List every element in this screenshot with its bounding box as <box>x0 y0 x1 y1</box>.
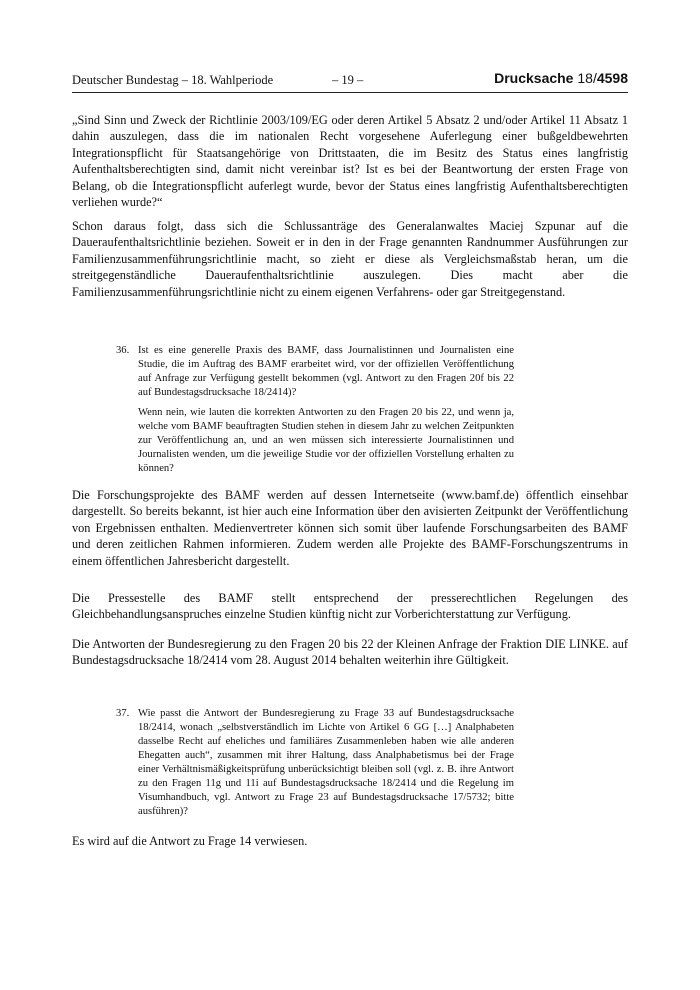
header-drucksache <box>494 70 628 86</box>
header-page-number: – 19 – <box>332 73 364 87</box>
header-publication: Deutscher Bundestag – 18. Wahlperiode <box>72 73 274 87</box>
question-36 <box>116 344 514 476</box>
drucksache-label: Drucksache <box>494 70 574 86</box>
answer-paragraph: Schon daraus folgt, dass sich die Schlussanträge des Generalanwaltes Maciej Szpunar auf die Daueraufenthaltsrichtlinie beziehen. Soweit er in den in der Frage genannten Randnummer Ausführungen zur Familienzusammenführungsrichtlinie macht, so zieht er diese als Vergleichsmaßstab heran, um die streitgegenständliche Daueraufenthaltsrichtlinie auszulegen. Dies macht aber die Familienzusammenführungsrichtlinie nicht zu einem eigenen Verfahrens- oder gar Streitgegenstand. <box>72 219 628 299</box>
drucksache-number: 18/4598 <box>577 70 628 86</box>
question-text: Ist es eine generelle Praxis des BAMF, dass Journalistinnen und Journalisten eine Studie, die im Auftrag des BAMF erarbeitet wird, vor der offiziellen Veröffentlichung auf Anfrage zur Verfügung gestellt bekommen (vgl. Antwort zu den Fragen 20f bis 22 auf Bundestagsdrucksache 18/2414)? <box>138 345 514 398</box>
answer-paragraph: Die Antworten der Bundesregierung zu den Fragen 20 bis 22 der Kleinen Anfrage der Fraktion DIE LINKE. auf Bundestagsdrucksache 18/2414 vom 28. August 2014 behalten weiterhin ihre Gültigkeit. <box>72 637 628 668</box>
quoted-question-paragraph: „Sind Sinn und Zweck der Richtlinie 2003/109/EG oder deren Artikel 5 Absatz 2 und/oder Artikel 11 Absatz 1 dahin auszulegen, dass die im nationalen Recht vorgesehene Auferlegung einer bußgeldbewehrten Integrationspflicht für Staatsangehörige von Drittstaaten, die im Besitz des Status eines langfristig Aufenthaltsberechtigten sind, damit nicht vereinbar ist? Ist es bei der Beantwortung der ersten Frage von Belang, ob die Integrationspflicht auferlegt wurde, bevor der Status eines langfristig Aufenthaltsberechtigten verliehen wurde?“ <box>72 113 628 210</box>
answer-paragraph: Es wird auf die Antwort zu Frage 14 verwiesen. <box>72 834 308 848</box>
answer-paragraph: Die Forschungsprojekte des BAMF werden auf dessen Internetseite (www.bamf.de) öffentlich einsehbar dargestellt. So bereits bekannt, ist hier auch eine Information über den avisierten Zeitpunkt der Veröffentlichung von Ergebnissen enthalten. Medienvertreter können sich somit über laufende Forschungsarbeiten des BAMF und deren zeitlichen Rahmen informieren. Zudem werden alle Projekte des BAMF-Forschungszentrums in einem öffentlichen Jahresbericht dargestellt. <box>72 488 628 568</box>
question-followup: Wenn nein, wie lauten die korrekten Antworten zu den Fragen 20 bis 22, und wenn ja, welche vom BAMF beauftragten Studien stehen in diesem Jahr zu welchen Zeitpunkten zur Veröffentlichung an, und an wen müssen sich interessierte Journalistinnen und Journalisten wenden, um die jeweilige Studie vor der offiziellen Vorstellung erhalten zu können? <box>138 407 514 474</box>
answer-paragraph: Die Pressestelle des BAMF stellt entsprechend der presserechtlichen Regelungen des Gleichbehandlungsanspruches einzelne Studien künftig nicht zur Vorberichterstattung zur Verfügung. <box>72 591 628 622</box>
page-header <box>72 70 628 93</box>
question-text: Wie passt die Antwort der Bundesregierung zu Frage 33 auf Bundestagsdrucksache 18/2414, wonach „selbstverständlich im Lichte von Artikel 6 GG […] Analphabeten dasselbe Recht auf eheliches und familiäres Zusammenleben haben wie alle anderen Ehegatten auch“, zusammen mit ihrer Haltung, dass Analphabetismus bei der Frage einer Verhältnismäßigkeitsprüfung unberücksichtigt bleiben soll (vgl. z. B. ihre Antwort zu den Fragen 11g und 11i auf Bundestagsdrucksache 18/2414 und die Regelung im Visumhandbuch, vgl. Antwort zu Frage 23 auf Bundestagsdrucksache 17/5732; bitte ausführen)? <box>138 708 514 817</box>
question-number: 36. <box>116 345 130 356</box>
question-37 <box>116 707 514 819</box>
question-number: 37. <box>116 708 130 719</box>
